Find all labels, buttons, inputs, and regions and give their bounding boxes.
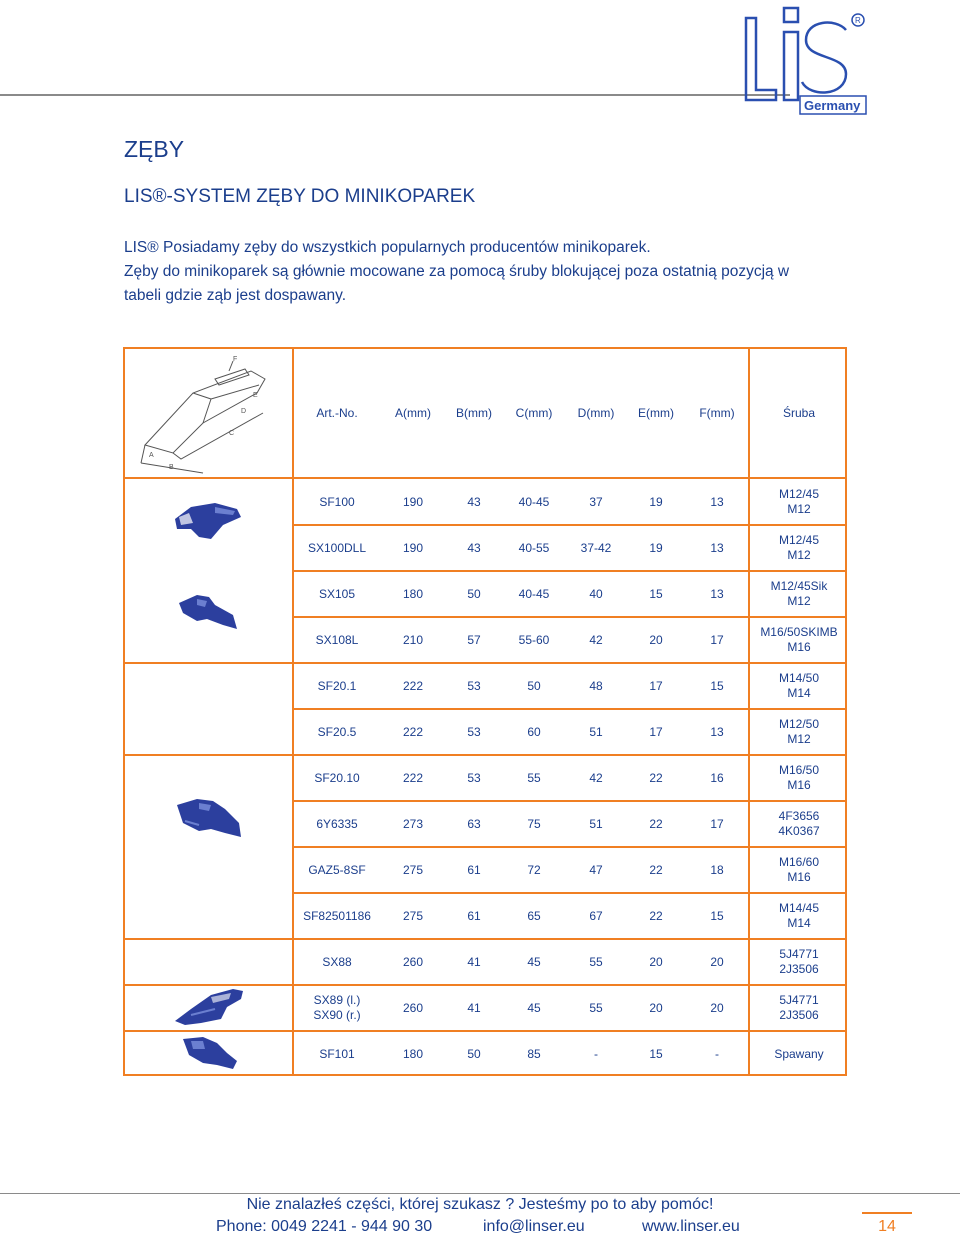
table-cell: 42	[589, 770, 603, 785]
table-cell: 61	[467, 862, 481, 877]
table-cell: Spawany	[774, 1046, 824, 1061]
table-cell: GAZ5-8SF	[308, 862, 366, 877]
table-cell: 55	[589, 954, 603, 969]
table-cell: SF20.10	[314, 770, 360, 785]
table-cell: 6Y6335	[316, 816, 358, 831]
intro-text	[124, 236, 824, 308]
table-header-cell: A(mm)	[395, 406, 431, 420]
table-divider	[748, 349, 750, 1074]
table-divider	[125, 1030, 292, 1032]
table-cell: -	[594, 1046, 598, 1061]
table-cell: 22	[649, 770, 663, 785]
table-cell: 61	[467, 908, 481, 923]
table-cell: 53	[467, 724, 481, 739]
table-cell: 60	[527, 724, 541, 739]
table-cell: 18	[710, 862, 724, 877]
table-header-cell: Śruba	[782, 406, 816, 420]
table-cell: 50	[467, 586, 481, 601]
table-cell: 4F3656 4K0367	[778, 809, 820, 838]
table-cell: M12/45 M12	[778, 487, 820, 516]
table-cell: 17	[710, 632, 724, 647]
table-cell: 5J4771 2J3506	[779, 947, 819, 976]
tooth-image-5	[177, 1033, 243, 1073]
footer-email[interactable]: info@linser.eu	[483, 1218, 585, 1235]
table-cell: 57	[467, 632, 481, 647]
table-cell: M12/45 M12	[778, 533, 820, 562]
svg-text:F: F	[233, 356, 238, 363]
table-cell: 20	[649, 1000, 663, 1015]
table-cell: 273	[402, 816, 424, 831]
intro-line: tabeli gdzie ząb jest dospawany.	[124, 287, 347, 304]
table-cell: SF101	[319, 1046, 355, 1061]
svg-text:D: D	[241, 408, 247, 415]
table-cell: 53	[467, 770, 481, 785]
tooth-image-4	[171, 985, 247, 1029]
tooth-image-3	[173, 795, 245, 841]
table-cell: 50	[467, 1046, 481, 1061]
table-cell: M16/50SKIMB M16	[760, 625, 838, 654]
table-divider	[125, 662, 292, 664]
intro-line: LIS® Posiadamy zęby do wszystkich popularnych producentów minikoparek.	[124, 239, 651, 256]
table-cell: 17	[649, 678, 663, 693]
table-cell: 37	[589, 494, 603, 509]
table-cell: 15	[710, 678, 724, 693]
svg-text:A: A	[149, 452, 154, 459]
table-cell: SX89 (l.) SX90 (r.)	[313, 993, 361, 1022]
table-cell: 42	[589, 632, 603, 647]
table-cell: 48	[589, 678, 603, 693]
table-header-cell: F(mm)	[699, 406, 735, 420]
table-cell: SF20.1	[317, 678, 357, 693]
table-cell: 190	[402, 494, 424, 509]
table-cell: 51	[589, 816, 603, 831]
table-cell: 55	[589, 1000, 603, 1015]
table-cell: 22	[649, 908, 663, 923]
table-cell: 63	[467, 816, 481, 831]
table-cell: M12/50 M12	[778, 717, 820, 746]
table-cell: 15	[649, 1046, 663, 1061]
table-cell: M12/45Sik M12	[770, 579, 828, 608]
table-cell: 17	[710, 816, 724, 831]
table-cell: -	[715, 1046, 719, 1061]
table-cell: 15	[710, 908, 724, 923]
table-cell: 275	[402, 862, 424, 877]
table-cell: 13	[710, 494, 724, 509]
table-cell: 45	[527, 1000, 541, 1015]
svg-text:E: E	[253, 392, 258, 399]
footer-phone: Phone: 0049 2241 - 944 90 30	[216, 1218, 433, 1235]
table-header-cell: B(mm)	[456, 406, 492, 420]
table-cell: 43	[467, 494, 481, 509]
table-cell: 51	[589, 724, 603, 739]
table-divider	[125, 754, 292, 756]
table-cell: 275	[402, 908, 424, 923]
table-header-cell: C(mm)	[515, 406, 553, 420]
table-cell: M14/50 M14	[778, 671, 820, 700]
svg-text:Germany: Germany	[804, 98, 861, 113]
svg-text:C: C	[229, 430, 235, 437]
table-cell: 17	[649, 724, 663, 739]
table-cell: 37-42	[580, 540, 612, 555]
table-header-cell: Art.-No.	[316, 406, 358, 420]
table-cell: M16/60 M16	[778, 855, 820, 884]
table-cell: 43	[467, 540, 481, 555]
table-cell: 13	[710, 586, 724, 601]
page-title: ZĘBY	[124, 136, 185, 162]
table-cell: 40	[589, 586, 603, 601]
table-cell: 67	[589, 908, 603, 923]
page-subtitle: LIS®-SYSTEM ZĘBY DO MINIKOPAREK	[124, 186, 476, 207]
table-cell: 222	[402, 724, 424, 739]
table-cell: 72	[527, 862, 541, 877]
table-cell: 45	[527, 954, 541, 969]
table-cell: M16/50 M16	[778, 763, 820, 792]
table-cell: SF82501186	[303, 908, 371, 923]
table-cell: 65	[527, 908, 541, 923]
tooth-image-2	[175, 589, 241, 635]
table-cell: SX105	[318, 586, 356, 601]
table-cell: 180	[402, 586, 424, 601]
table-cell: 260	[402, 1000, 424, 1015]
page-number: 14	[862, 1212, 912, 1236]
footer-website[interactable]: www.linser.eu	[642, 1218, 740, 1235]
table-cell: 20	[649, 632, 663, 647]
table-divider	[125, 938, 292, 940]
table-cell: 41	[467, 954, 481, 969]
table-cell: SX100DLL	[307, 540, 367, 555]
table-cell: 222	[402, 678, 424, 693]
table-cell: 40-55	[518, 540, 550, 555]
table-cell: 15	[649, 586, 663, 601]
table-cell: 5J4771 2J3506	[779, 993, 819, 1022]
table-cell: 20	[710, 954, 724, 969]
table-cell: 47	[589, 862, 603, 877]
table-cell: 85	[527, 1046, 541, 1061]
header-rule	[0, 94, 740, 96]
table-cell: 19	[649, 540, 663, 555]
svg-text:R: R	[855, 16, 861, 25]
dimension-drawing	[133, 353, 283, 477]
table-cell: 20	[710, 1000, 724, 1015]
table-cell: 55-60	[518, 632, 550, 647]
tooth-image-1	[171, 499, 243, 545]
lis-germany-logo	[738, 0, 868, 120]
table-cell: 50	[527, 678, 541, 693]
table-cell: 55	[527, 770, 541, 785]
table-cell: 20	[649, 954, 663, 969]
table-header-cell: E(mm)	[638, 406, 674, 420]
table-header-cell: D(mm)	[577, 406, 615, 420]
teeth-table	[123, 347, 847, 1076]
table-cell: 210	[402, 632, 424, 647]
table-cell: 222	[402, 770, 424, 785]
table-cell: 260	[402, 954, 424, 969]
table-cell: SX108L	[315, 632, 359, 647]
table-cell: 19	[649, 494, 663, 509]
table-cell: M14/45 M14	[778, 901, 820, 930]
table-cell: 75	[527, 816, 541, 831]
table-cell: 22	[649, 862, 663, 877]
table-cell: SF20.5	[317, 724, 357, 739]
table-cell: 16	[710, 770, 724, 785]
table-cell: 22	[649, 816, 663, 831]
table-cell: 53	[467, 678, 481, 693]
table-cell: 190	[402, 540, 424, 555]
footer-rule	[0, 1193, 960, 1194]
table-cell: SX88	[322, 954, 352, 969]
footer-help-text: Nie znalazłeś części, której szukasz ? Jesteśmy po to aby pomóc!	[246, 1196, 714, 1213]
intro-line: Zęby do minikoparek są głównie mocowane za pomocą śruby blokującej poza ostatnią pozycją w	[124, 263, 790, 280]
table-cell: SF100	[319, 494, 355, 509]
table-cell: 40-45	[518, 586, 550, 601]
table-cell: 41	[467, 1000, 481, 1015]
svg-text:B: B	[169, 464, 174, 471]
table-cell: 13	[710, 724, 724, 739]
table-cell: 40-45	[518, 494, 550, 509]
table-cell: 180	[402, 1046, 424, 1061]
table-cell: 13	[710, 540, 724, 555]
